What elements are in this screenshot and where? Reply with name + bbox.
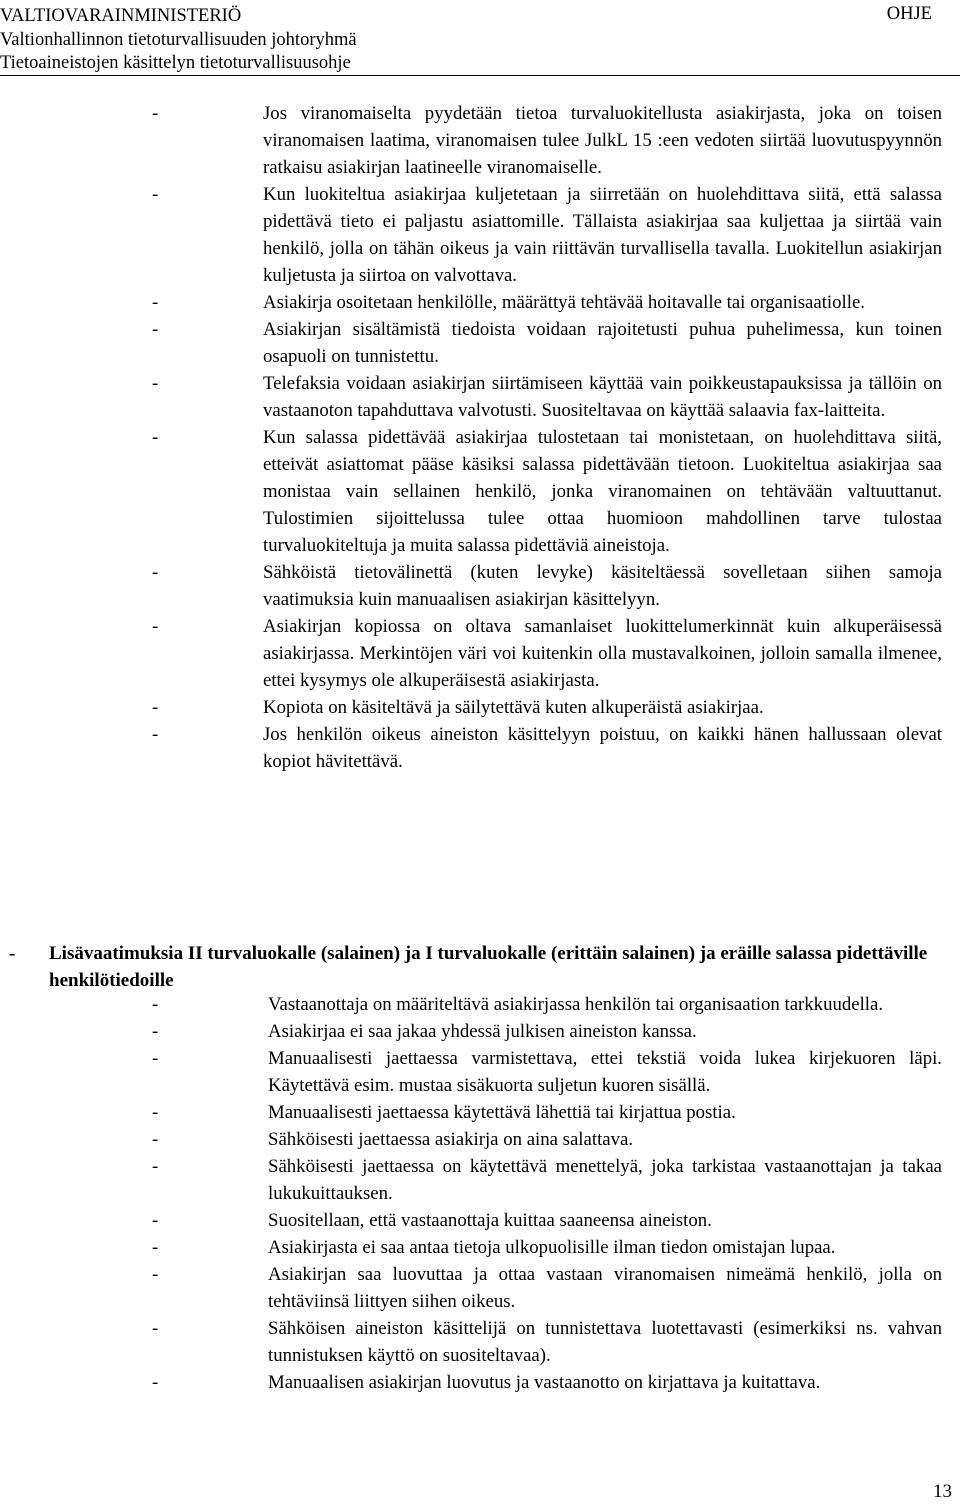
- header-rule: [0, 75, 960, 76]
- list-item: - Sähköisesti jaettaessa asiakirja on aina salattava.: [152, 1129, 634, 1150]
- group-name: Valtionhallinnon tietoturvallisuuden johtoryhmä: [0, 30, 357, 50]
- list-item: - Suositellaan, että vastaanottaja kuittaa saaneensa aineiston.: [152, 1210, 712, 1231]
- list-item: - Asiakirja osoitetaan henkilölle, määrättyä tehtävää hoitavalle tai organisaatiolle.: [152, 292, 865, 313]
- list-item: - Kopiota on käsiteltävä ja säilytettävä kuten alkuperäistä asiakirjaa.: [152, 697, 764, 718]
- document-title: Tietoaineistojen käsittelyn tietoturvallisuusohje: [0, 53, 351, 73]
- list-item: - Sähköisesti jaettaessa on käytettävä menettelyä, joka tarkistaa vastaanottajan ja takaa lukukuittauksen.: [152, 1156, 942, 1204]
- requirements-list: [150, 991, 942, 1396]
- list-item: - Manuaalisen asiakirjan luovutus ja vastaanotto on kirjattava ja kuitattava.: [152, 1372, 821, 1393]
- list-item: - Asiakirjasta ei saa antaa tietoja ulkopuolisille ilman tiedon omistajan lupaa.: [152, 1237, 836, 1258]
- list-item: - Sähköistä tietovälinettä (kuten levyke) käsiteltäessä sovelletaan siihen samoja vaatimuksia kuin manuaalisen asiakirjan käsittelyyn.: [152, 562, 942, 610]
- list-item: - Manuaalisesti jaettaessa varmistettava, ettei tekstiä voida lukea kirjekuoren läpi. Käytettävä esim. mustaa sisäkuorta suljetun kuoren sisällä.: [152, 1048, 942, 1096]
- list-item: - Kun luokiteltua asiakirjaa kuljetetaan ja siirretään on huolehdittava siitä, että salassa pidettävä tieto ei paljastu asiattomille. Tällaista asiakirjaa saa kuljettaa ja siirtää vain henkilö, jolla on tähän oikeus ja vain riittävän turvallisella tavalla. Luokitellun asiakirjan kuljetusta ja siirtoa on valvottava.: [152, 184, 942, 286]
- list-item: - Jos henkilön oikeus aineiston käsittelyyn poistuu, on kaikki hänen hallussaan olevat kopiot hävitettävä.: [152, 724, 942, 772]
- document-type: OHJE: [886, 4, 932, 24]
- list-item: - Kun salassa pidettävää asiakirjaa tulostetaan tai monistetaan, on huolehdittava siitä, etteivät asiattomat pääse käsiksi salassa pidettävään tietoon. Luokiteltua asiakirjaa saa monistaa vain sellainen henkilö, jonka viranomainen on tehtävään valtuuttanut. Tulostimien sijoittelussa tulee ottaa huomioon mahdollinen tarve tulostaa turvaluokiteltuja ja muita salassa pidettäviä aineistoja.: [152, 427, 942, 556]
- list-item: - Asiakirjan sisältämistä tiedoista voidaan rajoitetusti puhua puhelimessa, kun toinen osapuoli on tunnistettu.: [152, 319, 942, 367]
- list-item: - Asiakirjan kopiossa on oltava samanlaiset luokittelumerkinnät kuin alkuperäisessä asiakirjassa. Merkintöjen väri voi kuitenkin olla mustavalkoinen, jolloin samalla ilmenee, ettei kysymys ole alkuperäisestä asiakirjasta.: [152, 616, 942, 691]
- list-item: - Manuaalisesti jaettaessa käytettävä lähettiä tai kirjattua postia.: [152, 1102, 736, 1123]
- list-item: - Vastaanottaja on määriteltävä asiakirjassa henkilön tai organisaation tarkkuudella.: [152, 994, 884, 1015]
- list-item: - Sähköisen aineiston käsittelijä on tunnistettava luotettavasti (esimerkiksi ns. vahvan tunnistuksen käyttö on suositeltavaa).: [152, 1318, 942, 1366]
- ministry-name: VALTIOVARAINMINISTERIÖ: [0, 6, 242, 26]
- instruction-list: [150, 100, 942, 775]
- list-item: - Asiakirjan saa luovuttaa ja ottaa vastaan viranomaisen nimeämä henkilö, jolla on tehtäviinsä liittyen siihen oikeus.: [152, 1264, 942, 1312]
- page-number: 13: [933, 1481, 952, 1502]
- list-item: - Asiakirjaa ei saa jakaa yhdessä julkisen aineiston kanssa.: [152, 1021, 697, 1042]
- section-heading: - Lisävaatimuksia II turvaluokalle (salainen) ja I turvaluokalle (erittäin salainen) ja eräille salassa pidettäville henkilötiedoille: [9, 943, 928, 991]
- list-item: - Telefaksia voidaan asiakirjan siirtämiseen käyttää vain poikkeustapauksissa ja tällöin on vastaanoton tapahduttava valvotusti. Suositeltavaa on käyttää salaavia fax-laitteita.: [152, 373, 942, 421]
- list-item: - Jos viranomaiselta pyydetään tietoa turvaluokitellusta asiakirjasta, joka on toisen viranomaisen laatima, viranomaisen tulee JulkL 15 :een vedoten siirtää luovutuspyynnön ratkaisu asiakirjan laatineelle viranomaiselle.: [152, 103, 942, 178]
